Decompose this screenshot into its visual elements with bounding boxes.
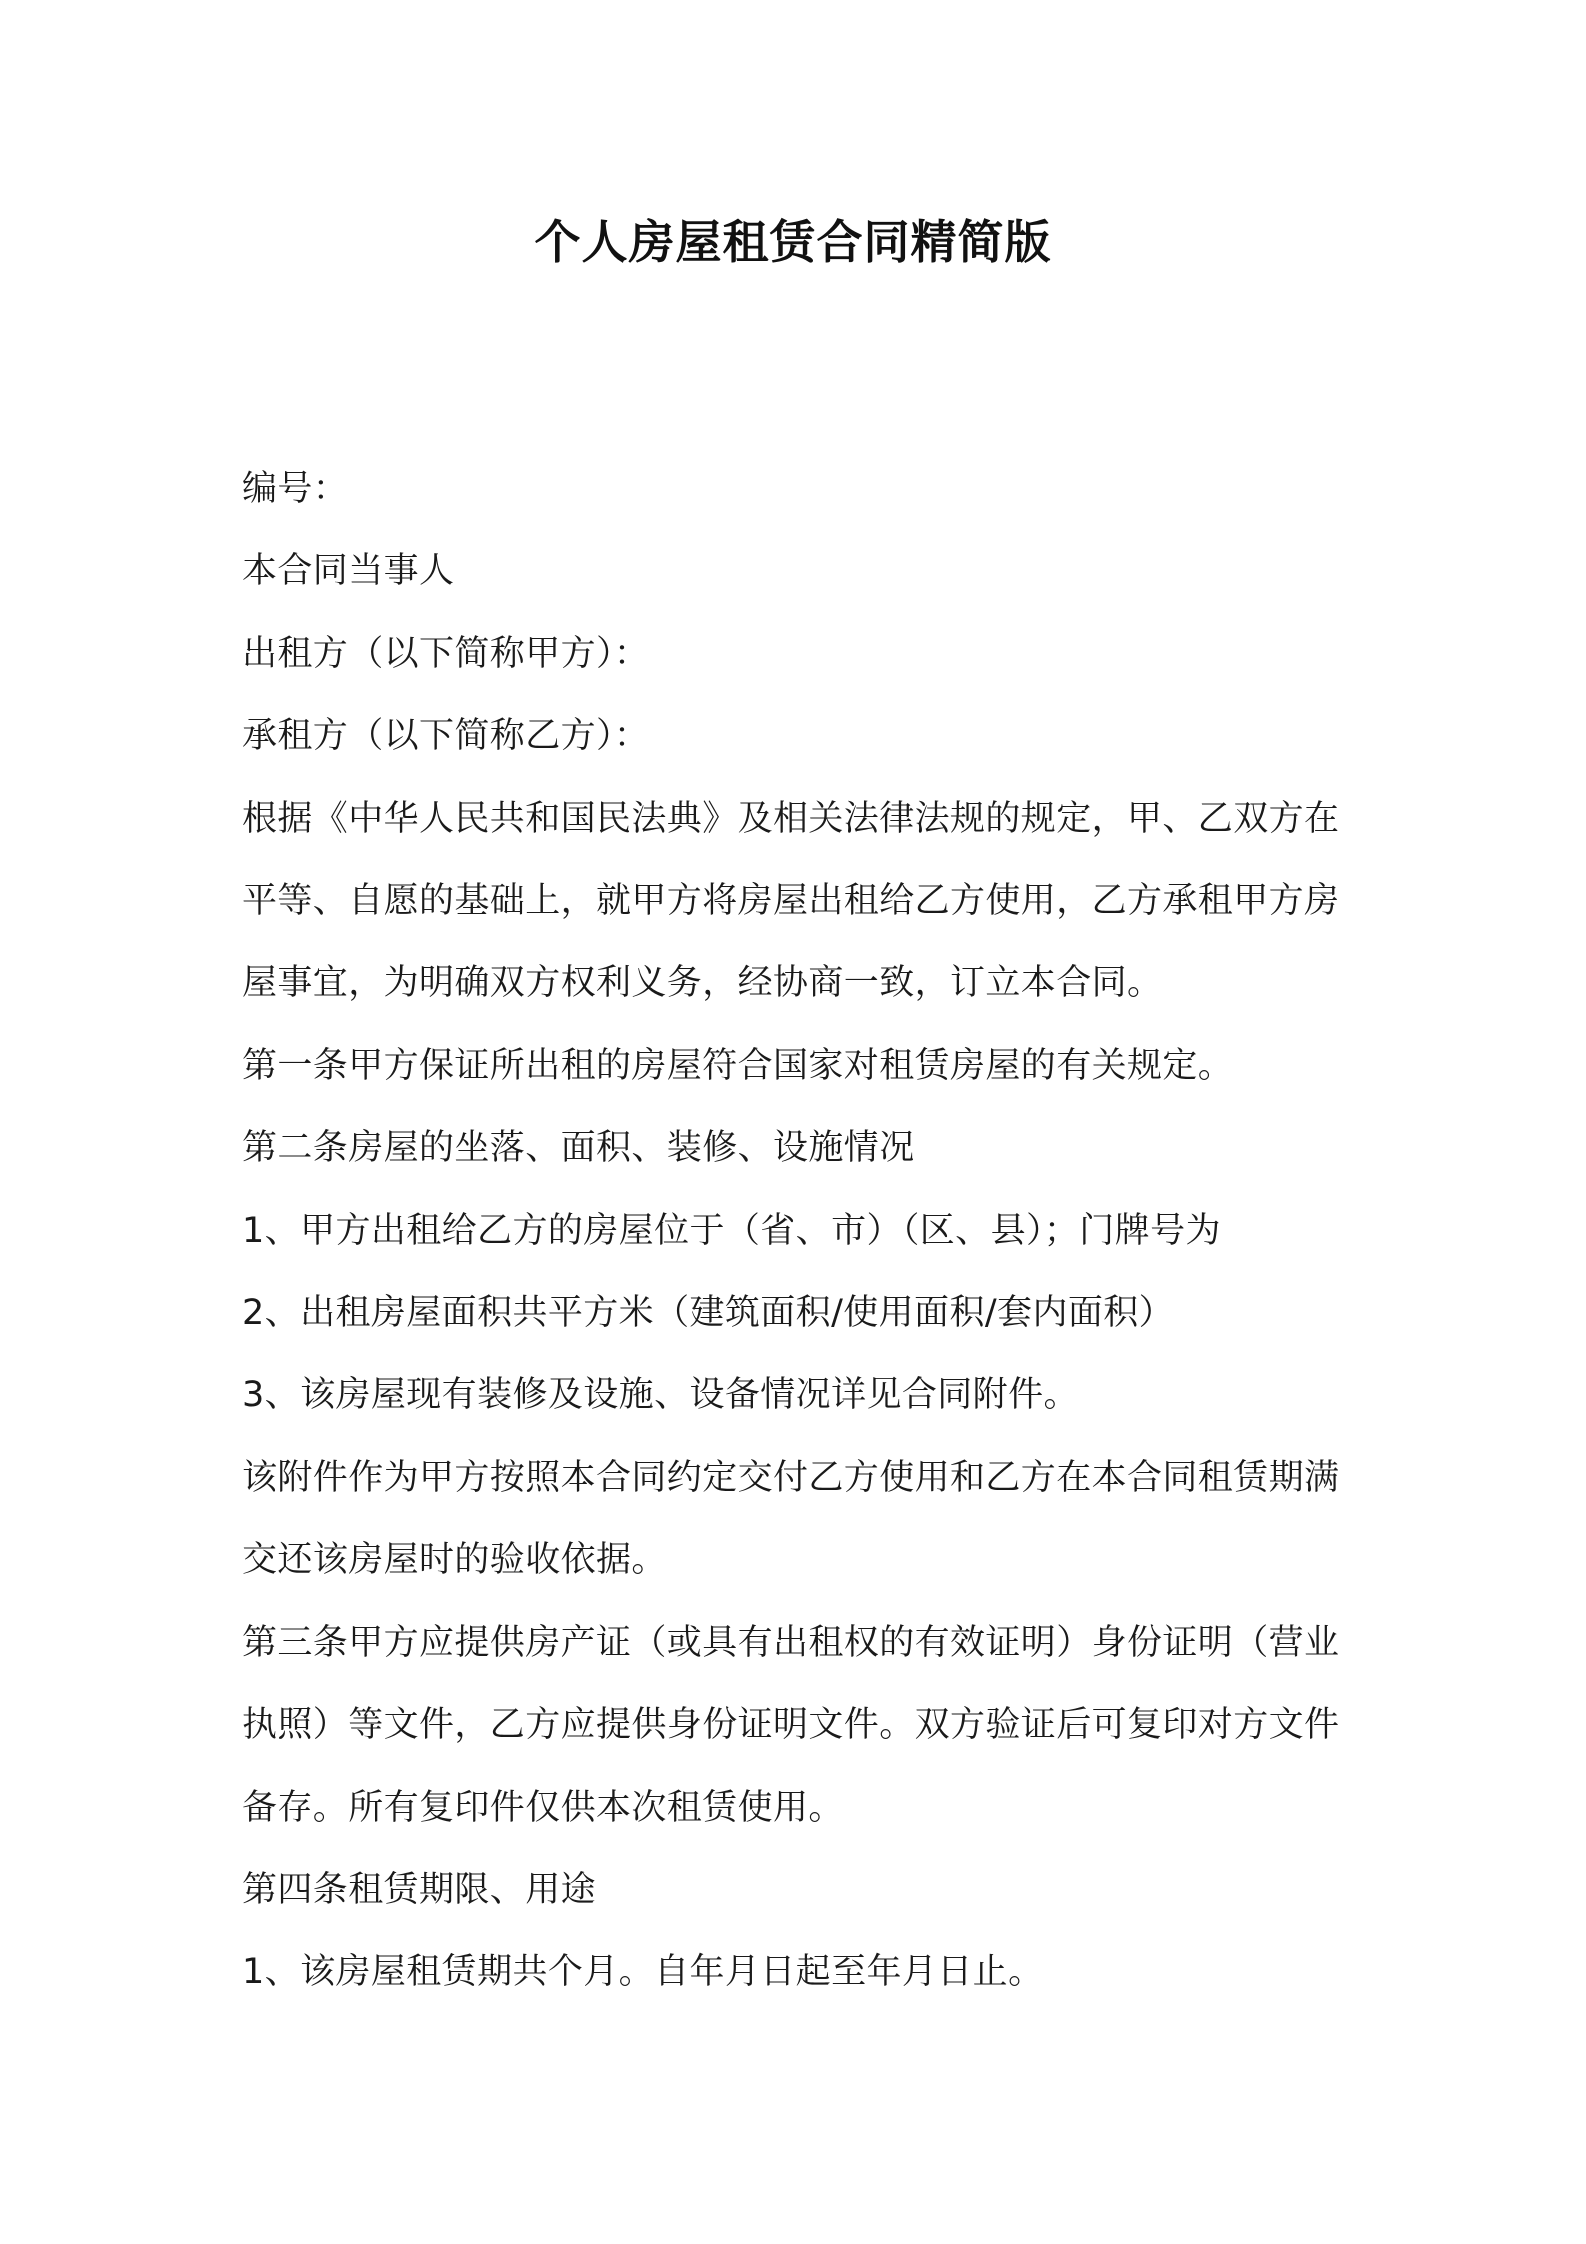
contract-number-label: 编号： — [242, 469, 349, 509]
preamble-paragraph: 根据《中华人民共和国民法典》及相关法律法规的规定，甲、乙双方在平等、自愿的基础上，就甲方将房屋出租给乙方使用，乙方承租甲方房屋事宜，为明确双方权利义务，经协商一致，订立本合同。 — [242, 798, 1340, 1004]
attachment-note: 该附件作为甲方按照本合同约定交付乙方使用和乙方在本合同租赁期满交还该房屋时的验收依据。 — [242, 1457, 1340, 1581]
document-body — [242, 448, 1362, 2014]
article-1: 第一条甲方保证所出租的房屋符合国家对租赁房屋的有关规定。 — [242, 1045, 1234, 1086]
document-title: 个人房屋租赁合同精简版 — [534, 215, 1052, 269]
lessee-line: 承租方（以下简称乙方）： — [242, 716, 650, 757]
article-2-item-2: 2、出租房屋面积共平方米（建筑面积/使用面积/套内面积） — [242, 1293, 1175, 1334]
article-3: 第三条甲方应提供房产证（或具有出租权的有效证明）身份证明（营业执照）等文件，乙方应提供身份证明文件。双方验证后可复印对方文件备存。所有复印件仅供本次租赁使用。 — [242, 1622, 1340, 1828]
parties-heading: 本合同当事人 — [242, 551, 455, 592]
article-4-item-1: 1、该房屋租赁期共个月。自年月日起至年月日止。 — [242, 1952, 1044, 1993]
article-4-heading: 第四条租赁期限、用途 — [242, 1869, 597, 1910]
article-2-heading: 第二条房屋的坐落、面积、装修、设施情况 — [242, 1128, 915, 1169]
lessor-line: 出租方（以下简称甲方）： — [242, 633, 650, 674]
article-2-item-1: 1、甲方出租给乙方的房屋位于（省、市）（区、县）；门牌号为 — [242, 1210, 1221, 1251]
article-2-item-3: 3、该房屋现有装修及设施、设备情况详见合同附件。 — [242, 1375, 1079, 1416]
